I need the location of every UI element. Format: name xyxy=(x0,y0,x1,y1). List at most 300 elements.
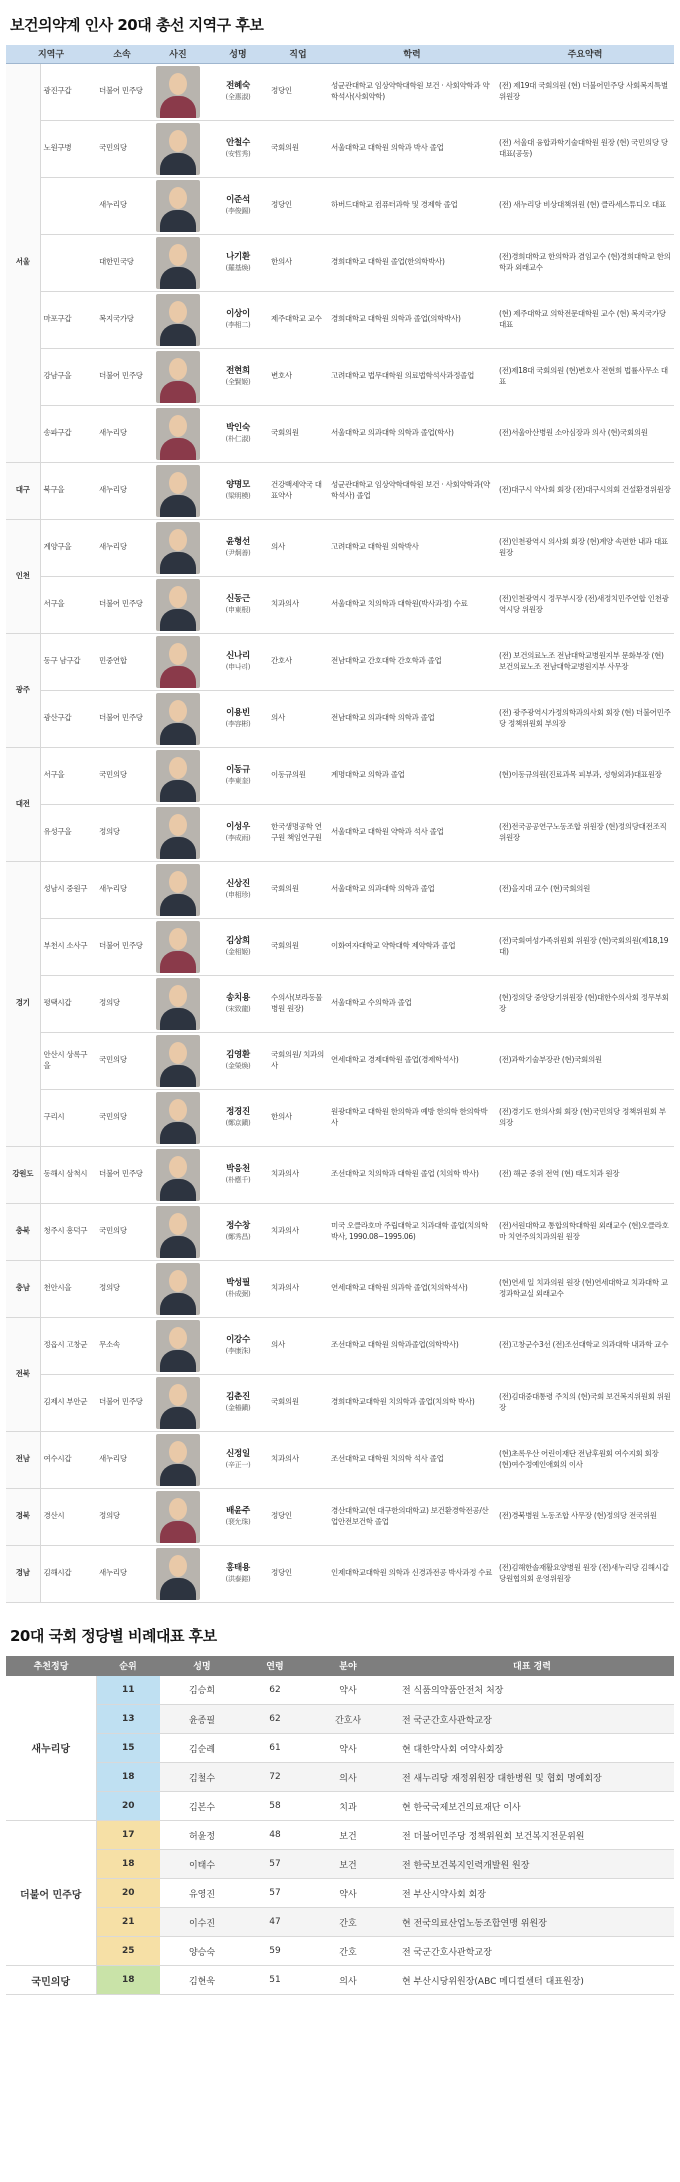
name-cell xyxy=(208,234,268,291)
candidate-photo xyxy=(156,636,200,688)
career-cell: (전)과학기술부장관 (현)국회의원 xyxy=(496,1032,674,1089)
candidate-hanja: (裵允珠) xyxy=(225,1517,251,1526)
name-cell xyxy=(208,975,268,1032)
photo-cell xyxy=(148,576,208,633)
header-district: 지역구 xyxy=(6,45,96,63)
candidate-photo xyxy=(156,237,200,289)
education-cell: 성균관대학교 임상약학대학원 보건 · 사회약학과(약학석사) 졸업 xyxy=(328,462,496,519)
region-label: 대전 xyxy=(6,747,40,861)
career-cell: (현) 제주대학교 의학전문대학원 교수 (현) 복지국가당 대표 xyxy=(496,291,674,348)
job-cell: 변호사 xyxy=(268,348,328,405)
party-cell: 정의당 xyxy=(96,1260,148,1317)
candidate-photo xyxy=(156,750,200,802)
job-cell: 국회의원 xyxy=(268,120,328,177)
pr-row xyxy=(6,1676,674,1705)
district-cell: 청주시 흥덕구 xyxy=(40,1203,96,1260)
education-cell: 경희대학교 대학원 의학과 졸업(의학박사) xyxy=(328,291,496,348)
name-cell xyxy=(208,1488,268,1545)
candidate-row xyxy=(6,633,674,690)
district-cell: 구리시 xyxy=(40,1089,96,1146)
party-cell: 민중연합 xyxy=(96,633,148,690)
candidate-row xyxy=(6,861,674,918)
career-cell: (전)전국공공연구노동조합 위원장 (현)정의당대전조직위원장 xyxy=(496,804,674,861)
education-cell: 경산대학교(현 대구한의대학교) 보건환경학전공/산업안전보건학 졸업 xyxy=(328,1488,496,1545)
job-cell: 정당인 xyxy=(268,177,328,234)
candidate-hanja: (金相姬) xyxy=(225,947,251,956)
pr-row xyxy=(6,1821,674,1850)
page-title: 보건의약계 인사 20대 총선 지역구 후보 xyxy=(10,16,264,34)
job-cell: 건강백세약국 대표약사 xyxy=(268,462,328,519)
job-cell: 치과의사 xyxy=(268,1260,328,1317)
candidate-hanja: (鄭秀昌) xyxy=(225,1232,251,1241)
candidate-hanja: (申東根) xyxy=(225,605,251,614)
photo-cell xyxy=(148,234,208,291)
job-cell: 의사 xyxy=(268,519,328,576)
job-cell: 이동규의원 xyxy=(268,747,328,804)
pr-career: 전 더불어민주당 정책위원회 보건복지전문위원 xyxy=(390,1821,674,1850)
candidate-row xyxy=(6,918,674,975)
candidate-name: 신동근 xyxy=(226,594,250,605)
district-cell: 동해시 삼척시 xyxy=(40,1146,96,1203)
pr-header-age: 연령 xyxy=(244,1656,306,1676)
pr-field: 보건 xyxy=(306,1821,390,1850)
party-cell: 국민의당 xyxy=(96,1032,148,1089)
candidate-photo xyxy=(156,294,200,346)
candidate-name: 박응천 xyxy=(226,1164,250,1175)
region-label: 전북 xyxy=(6,1317,40,1431)
pr-name: 양승숙 xyxy=(160,1937,244,1966)
pr-career: 현 대한약사회 여약사회장 xyxy=(390,1734,674,1763)
career-cell: (전)인천광역시 정무부시장 (전)새정치민주연합 인천광역시당 위원장 xyxy=(496,576,674,633)
pr-field: 약사 xyxy=(306,1879,390,1908)
region-label: 광주 xyxy=(6,633,40,747)
pr-header-party: 추천정당 xyxy=(6,1656,96,1676)
pr-row xyxy=(6,1705,674,1734)
candidate-hanja: (朴仁淑) xyxy=(225,434,251,443)
party-cell: 대한민국당 xyxy=(96,234,148,291)
candidate-name: 배윤주 xyxy=(226,1506,250,1517)
pr-field: 의사 xyxy=(306,1966,390,1995)
pr-age: 59 xyxy=(244,1937,306,1966)
party-cell: 새누리당 xyxy=(96,1431,148,1488)
name-cell xyxy=(208,804,268,861)
education-cell: 조선대학교 대학원 치의학 석사 졸업 xyxy=(328,1431,496,1488)
pr-field: 약사 xyxy=(306,1676,390,1705)
pr-career: 현 부산시당위원장(ABC 메디컬센터 대표원장) xyxy=(390,1966,674,1995)
education-cell: 서울대학교 대학원 의학과 박사 졸업 xyxy=(328,120,496,177)
career-cell: (전) 해군 중위 전역 (현) 태도치과 원장 xyxy=(496,1146,674,1203)
pr-party-label: 국민의당 xyxy=(6,1966,96,1995)
pr-field: 약사 xyxy=(306,1734,390,1763)
header-photo: 사진 xyxy=(148,45,208,63)
district-cell xyxy=(40,177,96,234)
name-cell xyxy=(208,1431,268,1488)
education-cell: 서울대학교 대학원 약학과 석사 졸업 xyxy=(328,804,496,861)
pr-name: 유영진 xyxy=(160,1879,244,1908)
header-career: 주요약력 xyxy=(496,45,674,63)
proportional-table xyxy=(6,1656,674,1996)
district-cell: 동구 남구갑 xyxy=(40,633,96,690)
pr-rank: 18 xyxy=(96,1966,160,1995)
candidate-name: 이강수 xyxy=(226,1335,250,1346)
candidate-name: 이용빈 xyxy=(226,708,250,719)
district-cell: 광산구갑 xyxy=(40,690,96,747)
job-cell: 의사 xyxy=(268,690,328,747)
candidate-name: 이동규 xyxy=(226,765,250,776)
candidate-name: 신정일 xyxy=(226,1449,250,1460)
party-cell: 더불어 민주당 xyxy=(96,348,148,405)
party-cell: 더불어 민주당 xyxy=(96,576,148,633)
candidate-hanja: (李康洙) xyxy=(225,1346,251,1355)
candidate-row xyxy=(6,1317,674,1374)
candidate-name: 송치용 xyxy=(226,993,250,1004)
education-cell: 미국 오클라호마 주립대학교 치과대학 졸업(치의학박사, 1990.08~1995.06) xyxy=(328,1203,496,1260)
party-cell: 새누리당 xyxy=(96,405,148,462)
education-cell: 계명대학교 의학과 졸업 xyxy=(328,747,496,804)
pr-header-rank: 순위 xyxy=(96,1656,160,1676)
name-cell xyxy=(208,1203,268,1260)
candidate-name: 신나리 xyxy=(226,651,250,662)
photo-cell xyxy=(148,177,208,234)
photo-cell xyxy=(148,462,208,519)
candidate-hanja: (金榮煥) xyxy=(225,1061,251,1070)
job-cell: 한의사 xyxy=(268,1089,328,1146)
career-cell: (전)제18대 국회의원 (현)변호사 전현희 법률사무소 대표 xyxy=(496,348,674,405)
candidate-row xyxy=(6,291,674,348)
job-cell: 수의사(보라동물병원 원장) xyxy=(268,975,328,1032)
candidate-photo xyxy=(156,1377,200,1429)
job-cell: 치과의사 xyxy=(268,1203,328,1260)
education-cell: 원광대학교 대학원 한의학과 예방 한의학 한의학박사 xyxy=(328,1089,496,1146)
district-cell xyxy=(40,234,96,291)
district-cell: 서구을 xyxy=(40,747,96,804)
education-cell: 전남대학교 의과대학 의학과 졸업 xyxy=(328,690,496,747)
photo-cell xyxy=(148,1146,208,1203)
candidate-photo xyxy=(156,1491,200,1543)
candidate-row xyxy=(6,234,674,291)
pr-header-career: 대표 경력 xyxy=(390,1656,674,1676)
candidate-name: 박성필 xyxy=(226,1278,250,1289)
candidate-hanja: (安哲秀) xyxy=(225,149,251,158)
name-cell xyxy=(208,576,268,633)
party-cell: 더불어 민주당 xyxy=(96,918,148,975)
header-party: 소속 xyxy=(96,45,148,63)
candidate-row xyxy=(6,405,674,462)
job-cell: 치과의사 xyxy=(268,576,328,633)
education-cell: 경희대학교 대학원 졸업(한의학박사) xyxy=(328,234,496,291)
candidate-hanja: (鄭京鎭) xyxy=(225,1118,251,1127)
education-cell: 하버드대학교 컴퓨터과학 및 경제학 졸업 xyxy=(328,177,496,234)
candidate-name: 윤형선 xyxy=(226,537,250,548)
job-cell: 정당인 xyxy=(268,63,328,120)
candidate-row xyxy=(6,690,674,747)
candidate-name: 전혜숙 xyxy=(226,81,250,92)
photo-cell xyxy=(148,405,208,462)
candidate-photo xyxy=(156,1320,200,1372)
pr-name: 김순례 xyxy=(160,1734,244,1763)
party-cell: 국민의당 xyxy=(96,1089,148,1146)
job-cell: 국회의원/ 치과의사 xyxy=(268,1032,328,1089)
education-cell: 고려대학교 법무대학원 의료법학석사과정졸업 xyxy=(328,348,496,405)
region-label: 충북 xyxy=(6,1203,40,1260)
job-cell: 한국생명공학 연구원 책임연구원 xyxy=(268,804,328,861)
candidate-hanja: (李相二) xyxy=(225,320,251,329)
photo-cell xyxy=(148,1545,208,1602)
candidate-table-body xyxy=(6,63,674,1602)
candidate-photo xyxy=(156,522,200,574)
career-cell: (전) 광주광역시가정의학과의사회 회장 (현) 더불어민주당 정책위원회 부의장 xyxy=(496,690,674,747)
candidate-row xyxy=(6,1545,674,1602)
pr-name: 허윤정 xyxy=(160,1821,244,1850)
candidate-row xyxy=(6,1032,674,1089)
pr-age: 57 xyxy=(244,1850,306,1879)
career-cell: (전)고창군수3선 (전)조선대학교 의과대학 내과학 교수 xyxy=(496,1317,674,1374)
education-cell: 전남대학교 간호대학 간호학과 졸업 xyxy=(328,633,496,690)
pr-rank: 17 xyxy=(96,1821,160,1850)
pr-field: 간호 xyxy=(306,1937,390,1966)
pr-name: 윤종필 xyxy=(160,1705,244,1734)
pr-age: 51 xyxy=(244,1966,306,1995)
district-cell: 광진구갑 xyxy=(40,63,96,120)
district-cell: 부천시 소사구 xyxy=(40,918,96,975)
photo-cell xyxy=(148,1317,208,1374)
candidate-name: 정수창 xyxy=(226,1221,250,1232)
candidate-row xyxy=(6,120,674,177)
party-cell: 새누리당 xyxy=(96,861,148,918)
candidate-hanja: (李成雨) xyxy=(225,833,251,842)
candidate-name: 양명모 xyxy=(226,480,250,491)
photo-cell xyxy=(148,633,208,690)
pr-rank: 18 xyxy=(96,1763,160,1792)
region-label: 경북 xyxy=(6,1488,40,1545)
candidate-row xyxy=(6,1146,674,1203)
district-cell: 강남구을 xyxy=(40,348,96,405)
pr-age: 62 xyxy=(244,1676,306,1705)
pr-row xyxy=(6,1937,674,1966)
education-cell: 이화여자대학교 약학대학 제약학과 졸업 xyxy=(328,918,496,975)
candidate-hanja: (李容彬) xyxy=(225,719,251,728)
pr-career: 전 국군간호사관학교장 xyxy=(390,1705,674,1734)
pr-header-field: 분야 xyxy=(306,1656,390,1676)
pr-rank: 15 xyxy=(96,1734,160,1763)
candidate-photo xyxy=(156,1206,200,1258)
candidate-hanja: (李東奎) xyxy=(225,776,251,785)
education-cell: 인제대학교대학원 의학과 신경과전공 박사과정 수료 xyxy=(328,1545,496,1602)
region-label: 인천 xyxy=(6,519,40,633)
party-cell: 무소속 xyxy=(96,1317,148,1374)
candidate-row xyxy=(6,1203,674,1260)
candidate-table-header xyxy=(6,45,674,63)
candidate-hanja: (洪泰鎔) xyxy=(225,1574,251,1583)
name-cell xyxy=(208,462,268,519)
pr-rank: 11 xyxy=(96,1676,160,1705)
name-cell xyxy=(208,348,268,405)
name-cell xyxy=(208,177,268,234)
pr-field: 간호 xyxy=(306,1908,390,1937)
candidate-name: 신상진 xyxy=(226,879,250,890)
pr-age: 47 xyxy=(244,1908,306,1937)
name-cell xyxy=(208,1260,268,1317)
pr-row xyxy=(6,1879,674,1908)
career-cell: (전) 제19대 국회의원 (현) 더불어민주당 사회복지특별위원장 xyxy=(496,63,674,120)
candidate-hanja: (尹炯善) xyxy=(225,548,251,557)
name-cell xyxy=(208,1032,268,1089)
name-cell xyxy=(208,291,268,348)
header-job: 직업 xyxy=(268,45,328,63)
job-cell: 국회의원 xyxy=(268,1374,328,1431)
candidate-name: 박인숙 xyxy=(226,423,250,434)
candidate-hanja: (羅基煥) xyxy=(225,263,251,272)
education-cell: 경희대학교대학원 치의학과 졸업(치의학 박사) xyxy=(328,1374,496,1431)
candidate-table xyxy=(6,45,674,1603)
job-cell: 치과의사 xyxy=(268,1146,328,1203)
candidate-row xyxy=(6,462,674,519)
candidate-hanja: (全惠淑) xyxy=(225,92,251,101)
photo-cell xyxy=(148,63,208,120)
district-cell: 경산시 xyxy=(40,1488,96,1545)
party-cell: 새누리당 xyxy=(96,177,148,234)
candidate-name: 김영환 xyxy=(226,1050,250,1061)
photo-cell xyxy=(148,690,208,747)
job-cell: 한의사 xyxy=(268,234,328,291)
name-cell xyxy=(208,1146,268,1203)
name-cell xyxy=(208,861,268,918)
candidate-row xyxy=(6,1488,674,1545)
district-cell: 유성구을 xyxy=(40,804,96,861)
region-label: 서울 xyxy=(6,63,40,462)
job-cell: 국회의원 xyxy=(268,405,328,462)
education-cell: 조선대학교 치의학과 대학원 졸업 (치의학 박사) xyxy=(328,1146,496,1203)
education-cell: 연세대학교 경제대학원 졸업(경제학석사) xyxy=(328,1032,496,1089)
pr-name: 김본수 xyxy=(160,1792,244,1821)
job-cell: 정당인 xyxy=(268,1488,328,1545)
candidate-row xyxy=(6,1374,674,1431)
district-cell: 여수시갑 xyxy=(40,1431,96,1488)
education-cell: 서울대학교 의과대학 의학과 졸업 xyxy=(328,861,496,918)
photo-cell xyxy=(148,975,208,1032)
candidate-photo xyxy=(156,1035,200,1087)
education-cell: 고려대학교 대학원 의학박사 xyxy=(328,519,496,576)
candidate-hanja: (申相珍) xyxy=(225,890,251,899)
pr-name: 이수진 xyxy=(160,1908,244,1937)
career-cell: (전)대구시 약사회 회장 (전)대구시의회 건설환경위원장 xyxy=(496,462,674,519)
pr-row xyxy=(6,1908,674,1937)
candidate-row xyxy=(6,1089,674,1146)
job-cell: 국회의원 xyxy=(268,861,328,918)
candidate-name: 김춘진 xyxy=(226,1392,250,1403)
party-cell: 복지국가당 xyxy=(96,291,148,348)
candidate-hanja: (朴成弼) xyxy=(225,1289,251,1298)
candidate-photo xyxy=(156,807,200,859)
pr-age: 61 xyxy=(244,1734,306,1763)
pr-row xyxy=(6,1734,674,1763)
district-cell: 평택시갑 xyxy=(40,975,96,1032)
job-cell: 의사 xyxy=(268,1317,328,1374)
education-cell: 서울대학교 의과대학 의학과 졸업(학사) xyxy=(328,405,496,462)
career-cell: (현)이동규의원(진료과목 피부과, 성형외과)대표원장 xyxy=(496,747,674,804)
district-cell: 김해시갑 xyxy=(40,1545,96,1602)
pr-rank: 20 xyxy=(96,1792,160,1821)
job-cell: 정당인 xyxy=(268,1545,328,1602)
candidate-name: 홍태용 xyxy=(226,1563,250,1574)
district-cell: 천안시을 xyxy=(40,1260,96,1317)
photo-cell xyxy=(148,519,208,576)
career-cell: (현)연세 일 치과의원 원장 (현)연세대학교 치과대학 교정과학교실 외래교수 xyxy=(496,1260,674,1317)
candidate-photo xyxy=(156,1092,200,1144)
region-label: 전남 xyxy=(6,1431,40,1488)
candidate-name: 이상이 xyxy=(226,309,250,320)
district-cell: 성남시 중원구 xyxy=(40,861,96,918)
pr-row xyxy=(6,1966,674,1995)
party-cell: 더불어 민주당 xyxy=(96,63,148,120)
photo-cell xyxy=(148,1032,208,1089)
candidate-row xyxy=(6,519,674,576)
pr-age: 58 xyxy=(244,1792,306,1821)
name-cell xyxy=(208,633,268,690)
district-cell: 계양구을 xyxy=(40,519,96,576)
header-education: 학력 xyxy=(328,45,496,63)
pr-career: 전 한국보건복지인력개발원 원장 xyxy=(390,1850,674,1879)
district-cell: 노원구병 xyxy=(40,120,96,177)
pr-age: 57 xyxy=(244,1879,306,1908)
job-cell: 간호사 xyxy=(268,633,328,690)
candidate-row xyxy=(6,747,674,804)
district-cell: 안산시 상록구을 xyxy=(40,1032,96,1089)
candidate-photo xyxy=(156,408,200,460)
candidate-hanja: (金椿鎭) xyxy=(225,1403,251,1412)
photo-cell xyxy=(148,861,208,918)
photo-cell xyxy=(148,291,208,348)
pr-party-label: 더불어 민주당 xyxy=(6,1821,96,1966)
pr-age: 62 xyxy=(244,1705,306,1734)
party-cell: 정의당 xyxy=(96,804,148,861)
career-cell: (전) 서울대 융합과학기술대학원 원장 (현) 국민의당 당대표(공동) xyxy=(496,120,674,177)
pr-name: 김현욱 xyxy=(160,1966,244,1995)
candidate-hanja: (朴應千) xyxy=(225,1175,251,1184)
candidate-photo xyxy=(156,864,200,916)
photo-cell xyxy=(148,804,208,861)
region-label: 대구 xyxy=(6,462,40,519)
pr-row xyxy=(6,1792,674,1821)
party-cell: 국민의당 xyxy=(96,1203,148,1260)
pr-career: 전 새누리당 재정위원장 대한병원 및 협회 명예회장 xyxy=(390,1763,674,1792)
candidate-photo xyxy=(156,921,200,973)
candidate-name: 나기환 xyxy=(226,252,250,263)
region-label: 강원도 xyxy=(6,1146,40,1203)
career-cell: (전) 새누리당 비상대책위원 (현) 클라세스튜디오 대표 xyxy=(496,177,674,234)
career-cell: (전)서원대학교 통합의학대학원 외래교수 (현)오클라호마 치연주의치과의원 원장 xyxy=(496,1203,674,1260)
candidate-row xyxy=(6,63,674,120)
party-cell: 새누리당 xyxy=(96,519,148,576)
candidate-row xyxy=(6,1260,674,1317)
education-cell: 조선대학교 대학원 의학과졸업(의학박사) xyxy=(328,1317,496,1374)
name-cell xyxy=(208,1374,268,1431)
education-cell: 서울대학교 치의학과 대학원(박사과정) 수료 xyxy=(328,576,496,633)
candidate-row xyxy=(6,1431,674,1488)
name-cell xyxy=(208,120,268,177)
region-label: 충남 xyxy=(6,1260,40,1317)
pr-party-label: 새누리당 xyxy=(6,1676,96,1821)
party-cell: 정의당 xyxy=(96,1488,148,1545)
education-cell: 서울대학교 수의학과 졸업 xyxy=(328,975,496,1032)
career-cell: (전)경희대학교 한의학과 겸임교수 (현)경희대학교 한의학과 외래교수 xyxy=(496,234,674,291)
region-label: 경기 xyxy=(6,861,40,1146)
career-cell: (전)경북병원 노동조합 사무장 (현)정의당 전국위원 xyxy=(496,1488,674,1545)
pr-header-name: 성명 xyxy=(160,1656,244,1676)
pr-table-body xyxy=(6,1676,674,1995)
candidate-row xyxy=(6,348,674,405)
career-cell: (전)김대중대통령 주치의 (현)국회 보건복지위원회 위원장 xyxy=(496,1374,674,1431)
